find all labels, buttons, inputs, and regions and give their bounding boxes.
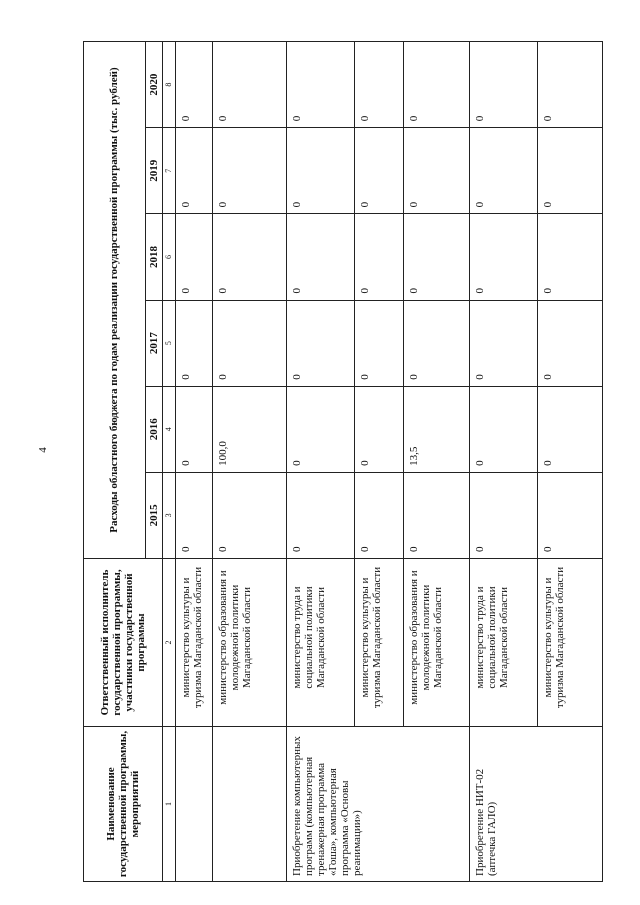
value-cell: 0 <box>175 42 212 128</box>
header-name: Наименование государственной программы, мероприятий <box>84 727 163 882</box>
value-cell: 0 <box>469 386 537 472</box>
value-cell: 0 <box>286 300 354 386</box>
name-cell-continued <box>175 727 212 882</box>
value-cell: 0 <box>175 128 212 214</box>
value-cell: 0 <box>175 472 212 558</box>
column-number: 6 <box>162 214 175 300</box>
value-cell: 0 <box>469 472 537 558</box>
column-number: 7 <box>162 128 175 214</box>
executor-cell: министерство труда и социальной политики Магаданской области <box>286 559 354 727</box>
value-cell: 0 <box>355 386 404 472</box>
column-number: 4 <box>162 386 175 472</box>
value-cell: 13,5 <box>404 386 470 472</box>
value-cell: 0 <box>355 128 404 214</box>
value-cell: 0 <box>286 214 354 300</box>
table-row <box>469 42 537 882</box>
value-cell: 0 <box>538 300 603 386</box>
value-cell: 100,0 <box>213 386 287 472</box>
column-number: 1 <box>162 727 175 882</box>
value-cell: 0 <box>286 472 354 558</box>
value-cell: 0 <box>404 214 470 300</box>
column-number: 8 <box>162 42 175 128</box>
value-cell: 0 <box>175 300 212 386</box>
table-row <box>175 42 212 882</box>
value-cell: 0 <box>286 42 354 128</box>
header-year: 2018 <box>145 214 162 300</box>
page-number: 4 <box>36 447 49 453</box>
executor-cell: министерство культуры и туризма Магаданской области <box>355 559 404 727</box>
value-cell: 0 <box>469 42 537 128</box>
measure-name: Приобретение компьютерных программ (компьютерная тренажерная программа «Гоша», компьютерная программа «Основы реанимации») <box>286 727 469 882</box>
value-cell: 0 <box>469 300 537 386</box>
value-cell: 0 <box>213 472 287 558</box>
value-cell: 0 <box>469 214 537 300</box>
column-number: 2 <box>162 559 175 727</box>
value-cell: 0 <box>355 300 404 386</box>
table-row <box>213 42 287 882</box>
table-row <box>286 42 354 882</box>
value-cell: 0 <box>213 300 287 386</box>
value-cell: 0 <box>213 214 287 300</box>
measure-name: Приобретение НИТ-02 (аптечка ГАЛО) <box>469 727 602 882</box>
header-expenses: Расходы областного бюджета по годам реализации государственной программы (тыс. рублей) <box>84 42 146 559</box>
value-cell: 0 <box>175 214 212 300</box>
header-year: 2017 <box>145 300 162 386</box>
value-cell: 0 <box>538 214 603 300</box>
executor-cell: министерство культуры и туризма Магаданской области <box>175 559 212 727</box>
header-executor: Ответственный исполнитель государственной программы, участники государственной программы <box>84 559 163 727</box>
value-cell: 0 <box>286 128 354 214</box>
value-cell: 0 <box>355 42 404 128</box>
value-cell: 0 <box>286 386 354 472</box>
value-cell: 0 <box>538 472 603 558</box>
value-cell: 0 <box>404 300 470 386</box>
name-cell-continued <box>213 727 287 882</box>
header-year: 2015 <box>145 472 162 558</box>
value-cell: 0 <box>538 42 603 128</box>
executor-cell: министерство культуры и туризма Магаданской области <box>538 559 603 727</box>
value-cell: 0 <box>175 386 212 472</box>
rotated-page <box>83 42 603 882</box>
column-number: 3 <box>162 472 175 558</box>
value-cell: 0 <box>538 128 603 214</box>
value-cell: 0 <box>404 472 470 558</box>
column-number: 5 <box>162 300 175 386</box>
header-year: 2019 <box>145 128 162 214</box>
budget-table <box>83 41 603 882</box>
executor-cell: министерство образования и молодежной политики Магаданской области <box>213 559 287 727</box>
value-cell: 0 <box>213 42 287 128</box>
header-year: 2016 <box>145 386 162 472</box>
value-cell: 0 <box>469 128 537 214</box>
executor-cell: министерство труда и социальной политики Магаданской области <box>469 559 537 727</box>
value-cell: 0 <box>404 128 470 214</box>
value-cell: 0 <box>355 472 404 558</box>
value-cell: 0 <box>404 42 470 128</box>
value-cell: 0 <box>538 386 603 472</box>
value-cell: 0 <box>355 214 404 300</box>
header-year: 2020 <box>145 42 162 128</box>
executor-cell: министерство образования и молодежной политики Магаданской области <box>404 559 470 727</box>
value-cell: 0 <box>213 128 287 214</box>
